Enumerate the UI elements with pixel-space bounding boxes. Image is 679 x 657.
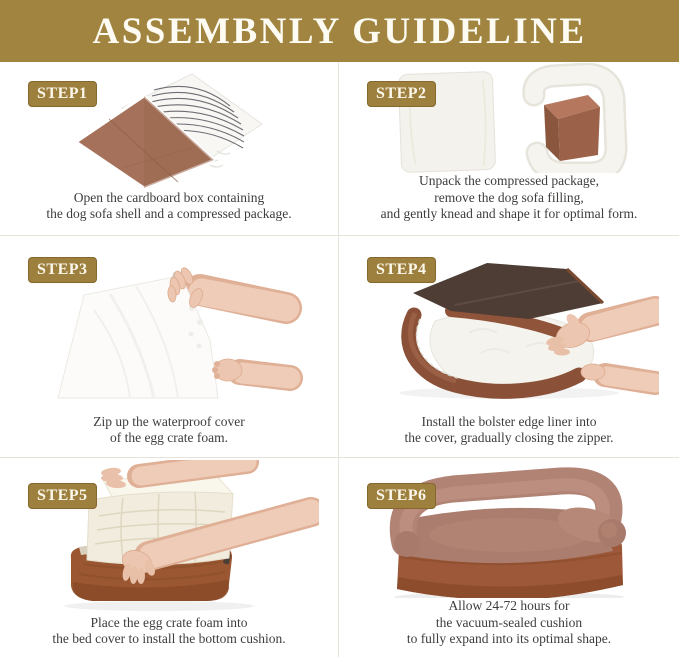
top-hand [101, 467, 127, 489]
step5-caption: Place the egg crate foam into the bed cover to install the bottom cushion. [52, 614, 286, 646]
step1-panel [0, 62, 339, 236]
finished-dog-sofa-image [359, 458, 659, 598]
step2-panel [339, 62, 679, 236]
step2-illustration [339, 62, 679, 173]
step4-caption: Install the bolster edge liner into the cover, gradually closing the zipper. [404, 413, 614, 445]
foam-pad-and-bolster-image [384, 63, 634, 174]
step4-badge: STEP4 [367, 257, 436, 283]
brown-corner-bolster [544, 95, 600, 161]
header-banner [0, 0, 679, 62]
step6-badge: STEP6 [367, 483, 436, 509]
step3-caption: Zip up the waterproof cover of the egg crate foam. [93, 413, 245, 445]
step1-caption: Open the cardboard box containing the dog sofa shell and a compressed package. [46, 189, 292, 221]
lower-hand [581, 364, 605, 380]
steps-grid [0, 62, 679, 657]
dark-liner-flap [413, 263, 603, 319]
lower-hand [212, 359, 242, 381]
step4-panel [339, 236, 679, 458]
step2-badge: STEP2 [367, 81, 436, 107]
step1-badge: STEP1 [28, 81, 97, 107]
step5-panel [0, 458, 339, 657]
step6-caption: Allow 24-72 hours for the vacuum-sealed cushion to fully expand into its optimal shape. [406, 598, 612, 646]
step3-badge: STEP3 [28, 257, 97, 283]
step6-panel [339, 458, 679, 657]
left-bolster-cap [394, 531, 420, 557]
page-title: ASSEMBNLY GUIDELINE [92, 10, 587, 52]
step5-illustration [0, 458, 338, 615]
step6-illustration [339, 458, 679, 598]
step2-caption: Unpack the compressed package, remove the dog sofa filling, and gently knead and shape it for optimal form. [380, 173, 638, 221]
step5-badge: STEP5 [28, 483, 97, 509]
step3-panel [0, 236, 339, 458]
